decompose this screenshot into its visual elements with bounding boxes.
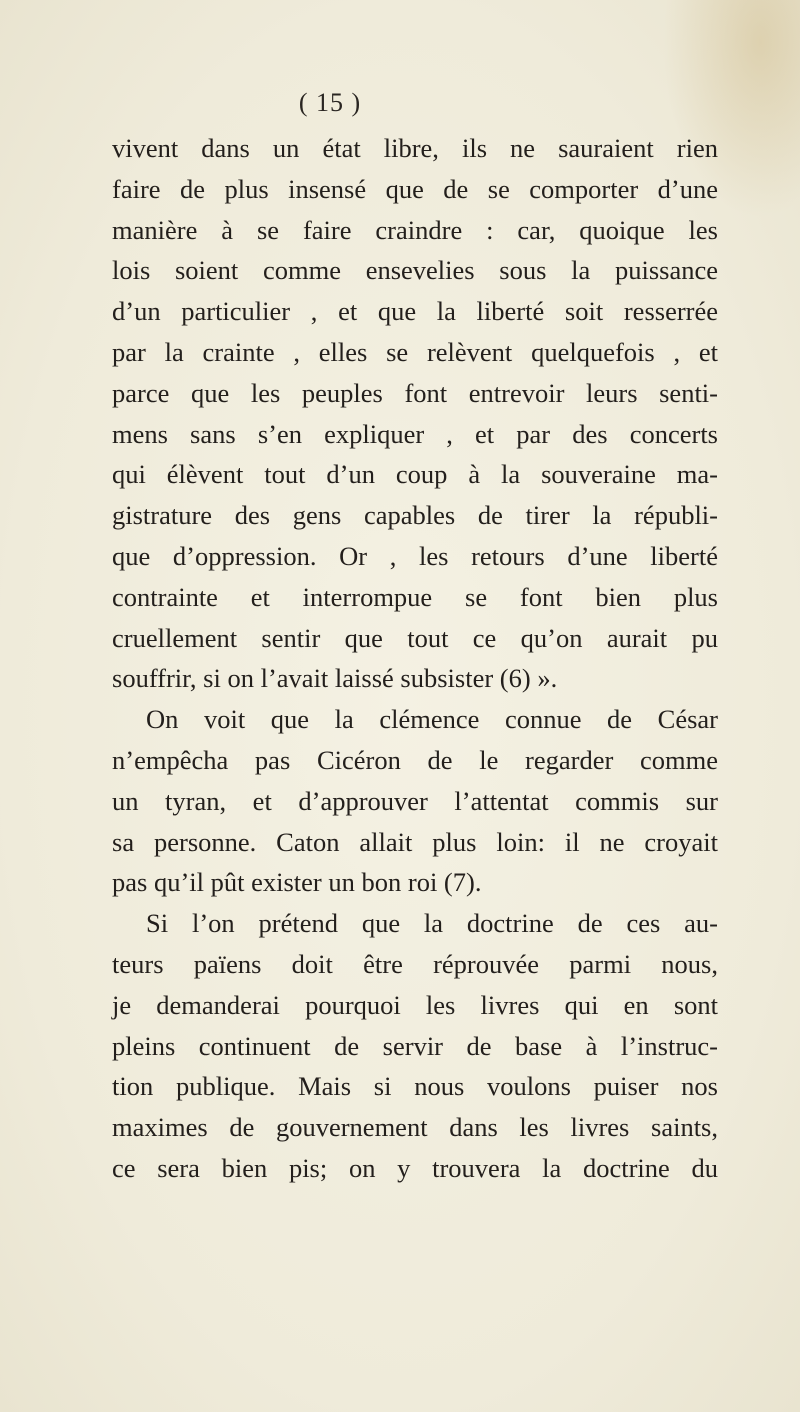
text-line: contrainte et interrompue se font bien plus xyxy=(112,581,718,612)
text-line: je demanderai pourquoi les livres qui en sont xyxy=(112,989,718,1020)
text-line: sa personne. Caton allait plus loin: il ne croyait xyxy=(112,826,718,857)
text-line: lois soient comme ensevelies sous la puissance xyxy=(112,255,718,286)
text-line: pleins continuent de servir de base à l’instruc- xyxy=(112,1030,718,1061)
page-number: ( 15 ) xyxy=(298,88,362,117)
text-line: d’un particulier , et que la liberté soit resserrée xyxy=(112,296,718,327)
text-line: ce sera bien pis; on y trouvera la doctrine du xyxy=(112,1152,718,1183)
text-line: Si l’on prétend que la doctrine de ces au- xyxy=(146,908,718,939)
text-line: tion publique. Mais si nous voulons puiser nos xyxy=(112,1071,718,1102)
text-line: manière à se faire craindre : car, quoique les xyxy=(112,214,718,245)
text-line: maximes de gouvernement dans les livres saints, xyxy=(112,1112,718,1143)
text-line: un tyran, et d’approuver l’attentat commis sur xyxy=(112,785,718,816)
text-line: que d’oppression. Or , les retours d’une liberté xyxy=(112,540,718,571)
text-line: pas qu’il pût exister un bon roi (7). xyxy=(112,867,482,898)
text-line: mens sans s’en expliquer , et par des concerts xyxy=(112,418,718,449)
text-line: gistrature des gens capables de tirer la républi- xyxy=(112,500,718,531)
text-line: vivent dans un état libre, ils ne sauraient rien xyxy=(112,133,718,163)
text-line: souffrir, si on l’avait laissé subsister (6) ». xyxy=(112,663,558,694)
text-line: parce que les peuples font entrevoir leurs senti- xyxy=(112,377,718,408)
text-line: n’empêcha pas Cicéron de le regarder comme xyxy=(112,744,718,775)
text-line: On voit que la clémence connue de César xyxy=(146,704,718,735)
text-line: faire de plus insensé que de se comporter d’une xyxy=(112,173,718,204)
text-line: cruellement sentir que tout ce qu’on aurait pu xyxy=(112,622,718,653)
text-line: teurs païens doit être réprouvée parmi nous, xyxy=(112,948,718,979)
text-line: par la crainte , elles se relèvent quelquefois , et xyxy=(112,336,718,367)
body-text xyxy=(112,128,718,1189)
text-line: qui élèvent tout d’un coup à la souveraine ma- xyxy=(112,459,718,490)
